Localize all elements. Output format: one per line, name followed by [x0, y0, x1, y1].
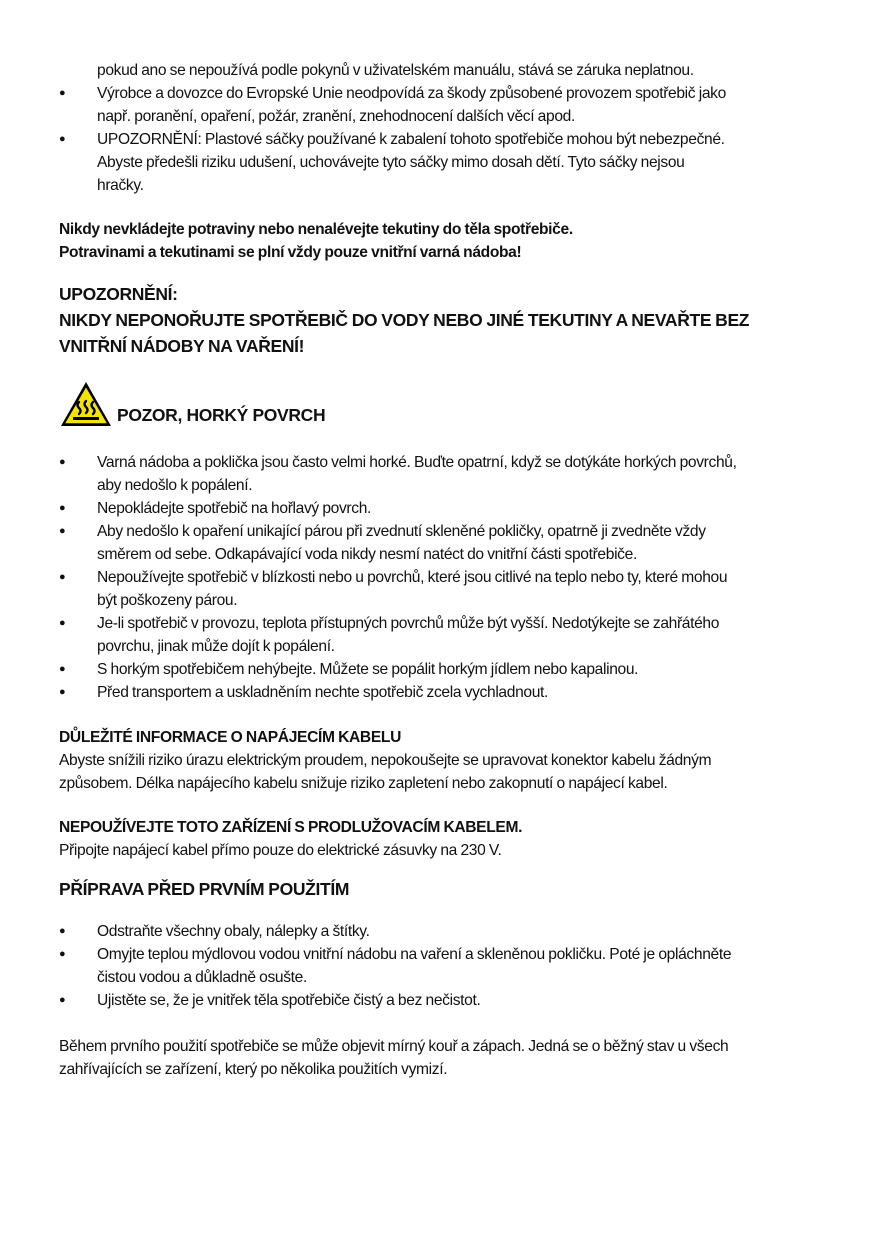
preparation-bullet-list: [59, 920, 839, 1012]
list-item: ● Aby nedošlo k opaření unikající párou při zvednutí skleněné pokličky, opatrně ji zvedněte vždy směrem od sebe. Odkapávající voda nikdy nesmí natéct do vnitřní části spotřebiče.: [59, 520, 839, 566]
list-item: ● Nepoužívejte spotřebič v blízkosti nebo u povrchů, které jsou citlivé na teplo nebo ty, které mohou být poškozeny párou.: [59, 566, 839, 612]
power-cable-section: DŮLEŽITÉ INFORMACE O NAPÁJECÍM KABELU Abyste snížili riziko úrazu elektrickým proudem, nepokoušejte se upravovat konektor kabelu žádným způsobem. Délka napájecího kabelu snižuje riziko zapletení nebo zakopnutí o napájecí kabel.: [59, 726, 839, 795]
list-item: ● Před transportem a uskladněním nechte spotřebič zcela vychladnout.: [59, 681, 839, 704]
food-liquid-notice: Nikdy nevkládejte potraviny nebo nenalévejte tekutiny do těla spotřebiče. Potravinami a tekutinami se plní vždy pouze vnitřní varná nádoba!: [59, 221, 573, 261]
hot-surface-heading: [59, 378, 325, 428]
immersion-warning: UPOZORNĚNÍ: NIKDY NEPONOŘUJTE SPOTŘEBIČ DO VODY NEBO JINÉ TEKUTINY A NEVAŘTE BEZ VNITŘNÍ NÁDOBY NA VAŘENÍ!: [59, 284, 750, 356]
list-item: ● Varná nádoba a poklička jsou často velmi horké. Buďte opatrní, když se dotýkáte horkých povrchů, aby nedošlo k popálení.: [59, 451, 839, 497]
extension-cable-section: NEPOUŽÍVEJTE TOTO ZAŘÍZENÍ S PRODLUŽOVACÍM KABELEM. Připojte napájecí kabel přímo pouze do elektrické zásuvky na 230 V.: [59, 816, 839, 862]
list-item: ● S horkým spotřebičem nehýbejte. Můžete se popálit horkým jídlem nebo kapalinou.: [59, 658, 839, 681]
preparation-title: PŘÍPRAVA PŘED PRVNÍM POUŽITÍM: [59, 879, 350, 899]
list-item: ● Je-li spotřebič v provozu, teplota přístupných povrchů může být vyšší. Nedotýkejte se zahřátého povrchu, jinak může dojít k popálení.: [59, 612, 839, 658]
intro-bullet-list: [59, 82, 839, 197]
intro-continuation: pokud ano se nepoužívá podle pokynů v uživatelském manuálu, stává se záruka neplatnou.: [97, 62, 694, 79]
power-cable-title: DŮLEŽITÉ INFORMACE O NAPÁJECÍM KABELU: [59, 729, 401, 746]
first-use-note: Během prvního použití spotřebiče se může objevit mírný kouř a zápach. Jedná se o běžný stav u všech zahřívajících se zařízení, který po několika použitích vymizí.: [59, 1038, 729, 1078]
list-item: ● Ujistěte se, že je vnitřek těla spotřebiče čistý a bez nečistot.: [59, 989, 839, 1012]
list-item: ● Výrobce a dovozce do Evropské Unie neodpovídá za škody způsobené provozem spotřebič jako např. poranění, opaření, požár, zranění, znehodnocení dalších věcí apod.: [59, 82, 839, 128]
list-item: ● Odstraňte všechny obaly, nálepky a štítky.: [59, 920, 839, 943]
list-item: ● Nepokládejte spotřebič na hořlavý povrch.: [59, 497, 839, 520]
hot-surface-title: POZOR, HORKÝ POVRCH: [117, 405, 326, 425]
hot-surface-warning-icon: [59, 380, 113, 428]
hot-surface-bullet-list: [59, 451, 839, 704]
list-item: ● Omyjte teplou mýdlovou vodou vnitřní nádobu na vaření a skleněnou pokličku. Poté je opláchněte čistou vodou a důkladně osušte.: [59, 943, 839, 989]
extension-cable-title: NEPOUŽÍVEJTE TOTO ZAŘÍZENÍ S PRODLUŽOVACÍM KABELEM.: [59, 819, 523, 836]
list-item: ● UPOZORNĚNÍ: Plastové sáčky používané k zabalení tohoto spotřebiče mohou být nebezpečné. Abyste předešli riziku udušení, uchovávejte tyto sáčky mimo dosah dětí. Tyto sáčky nejsou hračky.: [59, 128, 839, 197]
